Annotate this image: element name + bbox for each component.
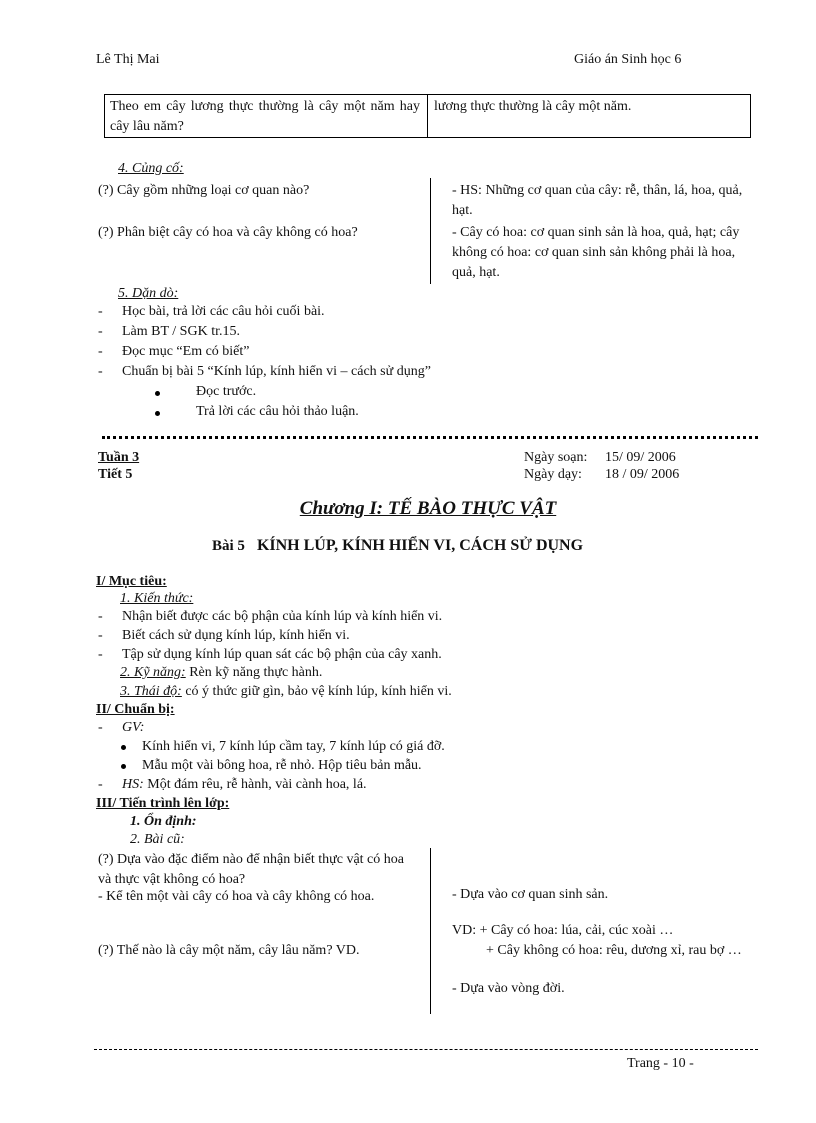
chuanbi-title: II/ Chuẩn bị: (96, 702, 175, 717)
muctieu-item-3: Tập sử dụng kính lúp quan sát các bộ phận của cây xanh. (122, 647, 442, 662)
muctieu-item-1: Nhận biết được các bộ phận của kính lúp và kính hiển vi. (122, 609, 443, 624)
baicu-label: 2. Bài cũ: (130, 832, 185, 847)
cungco-divider (430, 178, 431, 284)
thaido-line: 3. Thái độ: có ý thức giữ gìn, bảo vệ kính lúp, kính hiển vi. (120, 684, 452, 699)
gv-item-2: Mẫu một vài bông hoa, rễ nhỏ. Hộp tiêu bản mẫu. (142, 758, 422, 773)
date-prep: 15/ 09/ 2006 (605, 450, 676, 465)
cungco-a1: - HS: Những cơ quan của cây: rễ, thân, lá, hoa, quả, hạt. (452, 183, 743, 218)
dando-sub-2: Trả lời các câu hỏi thảo luận. (196, 404, 359, 419)
gv-dash: - (98, 720, 103, 735)
cungco-q2: (?) Phân biệt cây có hoa và cây không có hoa? (98, 225, 358, 240)
ondinh-label: 1. Ổn định: (130, 814, 197, 829)
tientrinh-title: III/ Tiến trình lên lớp: (96, 796, 230, 811)
dando-dash-3: - (98, 344, 103, 359)
muctieu-dash-1: - (98, 609, 103, 624)
dando-item-1: Học bài, trả lời các câu hỏi cuối bài. (122, 304, 325, 319)
baicu-a1: - Dựa vào cơ quan sinh sản. (452, 887, 609, 902)
date-prep-label: Ngày soạn: (524, 450, 588, 465)
bullet-icon (121, 745, 126, 750)
dando-sub-1: Đọc trước. (196, 384, 257, 399)
dando-item-4: Chuẩn bị bài 5 “Kính lúp, kính hiển vi – cách sử dụng” (122, 364, 431, 379)
header-author: Lê Thị Mai (96, 52, 160, 67)
kynang-line: 2. Kỹ năng: Rèn kỹ năng thực hành. (120, 665, 323, 680)
top-table-left: Theo em cây lương thực thường là cây một năm hay cây lâu năm? (110, 99, 420, 134)
tiet-label: Tiết 5 (98, 467, 133, 482)
gv-label: GV: (122, 720, 145, 735)
muctieu-title: I/ Mục tiêu: (96, 574, 167, 589)
cungco-a2: - Cây có hoa: cơ quan sinh sản là hoa, quả, hạt; cây không có hoa: cơ quan sinh sản không phải là hoa, quả, hạt. (452, 225, 740, 280)
chapter-title: Chương I: TẾ BÀO THỰC VẬT (299, 498, 557, 519)
dotted-separator (102, 436, 758, 439)
baicu-q1: (?) Dựa vào đặc điểm nào để nhận biết thực vật có hoa và thực vật không có hoa? (98, 852, 404, 887)
muctieu-item-2: Biết cách sử dụng kính lúp, kính hiển vi. (122, 628, 350, 643)
hs-dash: - (98, 777, 103, 792)
gv-item-1: Kính hiển vi, 7 kính lúp cầm tay, 7 kính lúp có giá đỡ. (142, 739, 445, 754)
top-table-divider (427, 94, 428, 137)
baicu-a3: + Cây không có hoa: rêu, dương xỉ, rau bợ … (486, 943, 742, 958)
kienthuc-title: 1. Kiến thức: (120, 591, 194, 606)
baicu-q3: (?) Thế nào là cây một năm, cây lâu năm? VD. (98, 943, 360, 958)
muctieu-dash-3: - (98, 647, 103, 662)
date-teach-label: Ngày dạy: (524, 467, 582, 482)
dando-dash-1: - (98, 304, 103, 319)
cungco-title: 4. Củng cố: (118, 161, 184, 176)
header-subject: Giáo án Sinh học 6 (574, 52, 682, 67)
dando-dash-4: - (98, 364, 103, 379)
dando-dash-2: - (98, 324, 103, 339)
lesson-number: Bài 5 (212, 538, 245, 554)
lesson-heading (212, 537, 583, 555)
hs-line: HS: Một đám rêu, rễ hành, vài cành hoa, lá. (122, 777, 367, 792)
baicu-a2: VD: + Cây có hoa: lúa, cải, cúc xoài … (452, 923, 674, 938)
date-teach: 18 / 09/ 2006 (605, 467, 680, 482)
baicu-q2: - Kể tên một vài cây có hoa và cây không có hoa. (98, 889, 375, 904)
baicu-divider (430, 848, 431, 1014)
top-table-right: lương thực thường là cây một năm. (434, 99, 632, 114)
cungco-q1: (?) Cây gồm những loại cơ quan nào? (98, 183, 310, 198)
week-label: Tuần 3 (98, 450, 140, 465)
bullet-icon (155, 391, 160, 396)
bullet-icon (155, 411, 160, 416)
bullet-icon (121, 764, 126, 769)
footer-separator (94, 1049, 758, 1050)
dando-title: 5. Dặn dò: (118, 286, 179, 301)
dando-item-3: Đọc mục “Em có biết” (122, 344, 250, 359)
muctieu-dash-2: - (98, 628, 103, 643)
baicu-a4: - Dựa vào vòng đời. (452, 981, 565, 996)
lesson-title: KÍNH LÚP, KÍNH HIỂN VI, CÁCH SỬ DỤNG (256, 537, 584, 554)
dando-item-2: Làm BT / SGK tr.15. (122, 324, 240, 339)
page-number: Trang - 10 - (627, 1056, 694, 1071)
